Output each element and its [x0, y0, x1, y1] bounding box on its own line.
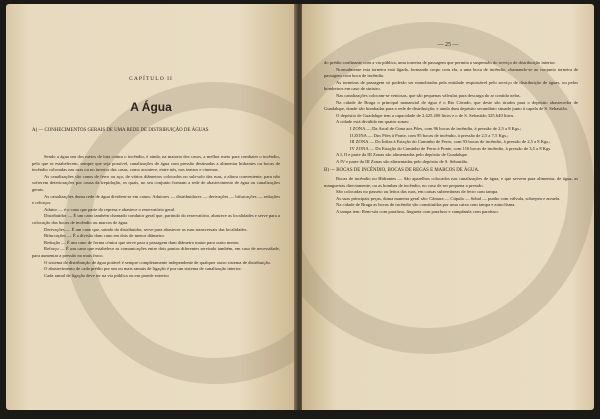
paragraph: Nas canalizações colocam-se ventosas, que são pequenas válvulas para descarga do ar contido nelas.	[336, 92, 521, 98]
paragraph: As canalizações são canos de ferro ou aço, de vários diâmetros colocados no sub-solo das ruas, a altura conveniente, para não sofrerem deteriorações por causa da trepidação, os quais, no seu conjunto formam a rede de abastecimento de água ou canalizações gerais.	[32, 173, 280, 192]
paragraph: Normalmente esta torneira está lígada, formando corpo com ela, a uma boca de incêndio, chamando-se ao conjunto torneira de passagem com boca de incêndio.	[324, 66, 578, 79]
left-page	[6, 4, 296, 410]
left-page-body	[32, 154, 280, 279]
paragraph: Distribuidor — É um cano também chamado condutor geral que, partindo do reservatório, abastece as localidades e serve para a colocação das bocas de incêndio ou marcos de água.	[32, 213, 280, 225]
zone-item: I ZONA — Da Arcal de Cima aos Pões, com 96 bocas de incêndio, à pressão de 2,5 a 8 Kgs.;	[350, 125, 522, 131]
paragraph: As canalizações duma rede de água dividem-se em canos: Adutores — distribuidores — derivações — bifurcações — reduções e reforços.	[32, 193, 280, 206]
paragraph: Bocas de incêndio ou Hidrantes — São aparelhos colocados nas canalizações de água, e que servem para alimentar, de água, as mangueiras directamente, ou as bombas de incêndio, no caso de ser pequena a pressão.	[324, 176, 578, 188]
zone-item: II ZONA — Dos Pões à Ponte, com 95 bocas de incêndio, à pressão de 2,5 a 7,5 Kgs.;	[350, 132, 509, 138]
section-heading-a: A) — CONHECIMENTOS GERAIS DE UMA REDE DE DISTRIBUIÇÃO DE ÁGUAS	[32, 128, 209, 133]
page-number: — 25 —	[437, 42, 459, 48]
paragraph: A cidade está dividida em quatro zonas:	[336, 119, 410, 125]
paragraph: As suas principais peças, duma maneira geral são: Câmara — Cúpula — Sobal — punho com válvula, sobrepeu e arruela.	[336, 195, 561, 201]
paragraph: As torneiras de passagem só poderão ser manobradas pela entidade responsável pelo serviço de distribuição de águas, ou pelos bombeiros em caso de sinistro.	[324, 79, 578, 92]
paragraph: Na cidade de Braga as bocas de incêndio são constituídas por uma caixa com tampa e autoclisma.	[336, 202, 516, 208]
paragraph: O abastecimento de cada prédio por um ou mais ramais de ligação é por um sistema de canalização interior.	[44, 266, 242, 272]
paragraph: O depósito de Guadalupe tem a capacidade de 2.425.200 litros e o de S. Sebastião 325.640 litros.	[336, 112, 515, 118]
paragraph: Cada ramal de ligação deve ter na via pública ou em parede exterior	[44, 272, 169, 278]
chapter-label: CAPÍTULO II	[129, 76, 173, 82]
right-page-body	[324, 60, 578, 216]
paragraph: O sistema de distribuição de água potável é sempre completamente independente de qualquer outro sistema de distribuição.	[44, 259, 271, 265]
paragraph: Redução — É um cano de forma cónica que serve para a passagem dum diâmetro maior para outro menor.	[44, 239, 240, 245]
chapter-title: A Água	[130, 100, 172, 114]
paragraph: do prédio confinante com a via pública, uma torneira de passagem que permita a suspensão do serviço de distribuição interior.	[324, 60, 556, 65]
section-heading-b: B) — BOCAS DE INCÊNDIO, BOCAS DE REGAS E MARCOS DE ÁGUA.	[324, 167, 480, 173]
paragraph: A tampa tem: Rem-sóa com parafuso, lingueta com parafuso e campânula com parafuso.	[336, 209, 499, 215]
paragraph: Bifurcações — É a divisão dum cano em dois de menor diâmetro.	[44, 233, 165, 239]
paragraph: Na cidade de Braga o principal manancial de água é o Rio Cávado, que deste são tirados para o depósito abastecedor de Guadalupe, donde são bombadas para a rede de distribuição; e ainda dum depósito secundário situado junto à capela de S. Sebastião.	[324, 99, 578, 112]
zone-item: IV ZONA — Da Estação do Caminho de Ferro à Ponte, com 116 bocas de incêndio, à pressão de 3,5 a 8 Kgs.	[350, 145, 552, 151]
paragraph: São colocadas no passeio ou leitos das ruas, em caixas subterrâneas de ferro com tampa.	[336, 189, 499, 195]
right-page	[302, 4, 594, 410]
paragraph: A IV e parte da III Zonas são alimentadas pelo depósito de S. Sebastião.	[336, 158, 469, 164]
paragraph: Reforço — É um cano que estabelece as comunicações entre dois pontos diferentes servindo também, em caso de necessidade, para aumentar a pressão no mais fraco.	[32, 246, 280, 258]
paragraph: Adutor — é o cano que parte do represa e abastece o reservatório geral.	[44, 206, 176, 212]
zone-item: III ZONA — Do Ínfias à Estação do Caminho de Ferro, com 93 bocas de incêndio, à pressão de 2,5 a 8 Kgs.;	[350, 139, 551, 145]
paragraph: A I, II e parte da III Zonas são alimentadas pelo depósito de Guadalupe.	[336, 152, 469, 158]
paragraph: Sendo a água um dos meios de luta contra o incêndio, é ainda, na maioria dos casos, a melhor meio para combater o incêndio, pelo que se estabelecem, sempre que seja possível, canalizações de água com pressão destinadas a alimentar hidrantes ou bocas de incêndio colocadas nas ruas ou no interior das casas, como acontece, entre nós, nos teatros e cinemas.	[32, 154, 280, 173]
paragraph: Derivações — É um cano que, saindo do distribuidor, serve para abastecer as ruas transversais das localidades.	[44, 226, 248, 232]
